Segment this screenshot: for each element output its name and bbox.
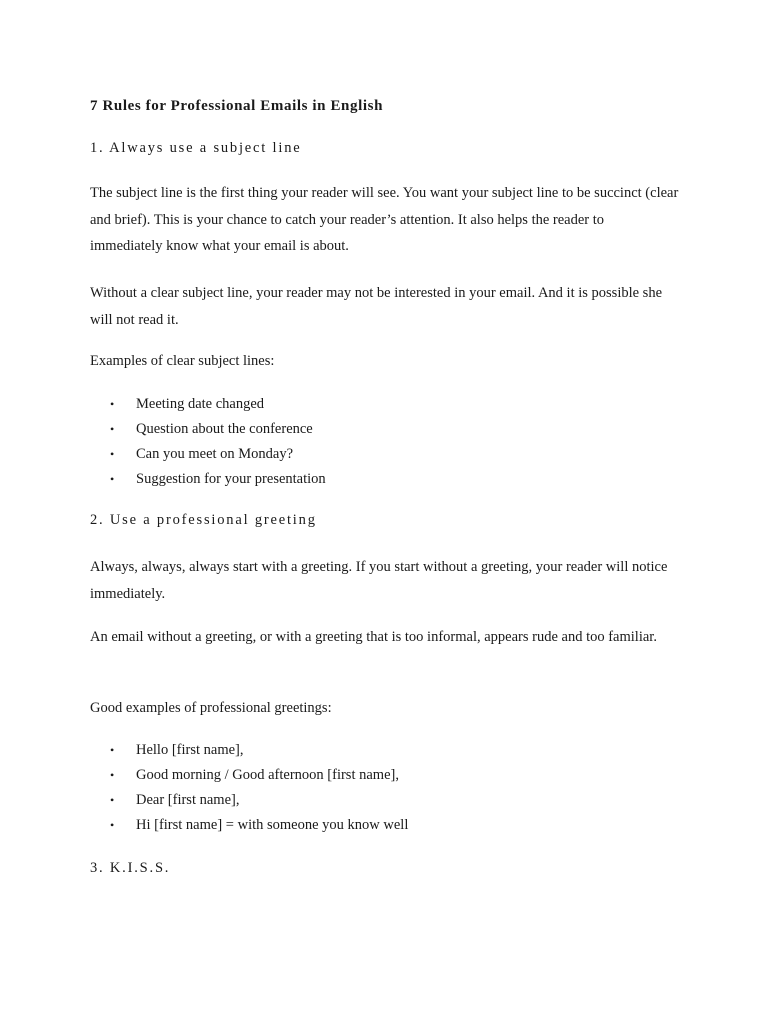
paragraph: An email without a greeting, or with a greeting that is too informal, appears rude and too familiar.: [90, 629, 657, 645]
list-item-text: Hi [first name] = with someone you know well: [136, 817, 409, 833]
paragraph: Without a clear subject line, your reader may not be interested in your email. And it is possible she will not read it.: [90, 285, 663, 328]
list-item: [110, 467, 670, 492]
bullet-icon: •: [110, 397, 115, 411]
subject-line-examples-list: [110, 392, 670, 492]
document-title: 7 Rules for Professional Emails in English: [90, 98, 384, 114]
bullet-icon: •: [110, 743, 115, 757]
section-heading-2: 2. Use a professional greeting: [90, 512, 317, 528]
bullet-icon: •: [110, 768, 115, 782]
bullet-icon: •: [110, 472, 115, 486]
list-item-text: Can you meet on Monday?: [136, 446, 294, 462]
list-item: [110, 417, 670, 442]
list-item: [110, 813, 670, 838]
list-item: [110, 442, 670, 467]
list-item-text: Question about the conference: [136, 421, 313, 437]
examples-intro: Examples of clear subject lines:: [90, 353, 275, 369]
list-item: [110, 763, 670, 788]
list-item-text: Hello [first name],: [136, 742, 244, 758]
list-item: [110, 788, 670, 813]
list-item: [110, 392, 670, 417]
list-item-text: Suggestion for your presentation: [136, 471, 326, 487]
paragraph: The subject line is the first thing your reader will see. You want your subject line to be succinct (clear and brief). This is your chance to catch your reader’s attention. It also helps the reader to immediately know what your email is about.: [90, 185, 679, 254]
bullet-icon: •: [110, 818, 115, 832]
section-heading-3: 3. K.I.S.S.: [90, 860, 171, 876]
list-item: [110, 738, 670, 763]
bullet-icon: •: [110, 447, 115, 461]
examples-intro: Good examples of professional greetings:: [90, 700, 332, 716]
paragraph: Always, always, always start with a greeting. If you start without a greeting, your reader will notice immediately.: [90, 559, 668, 602]
list-item-text: Good morning / Good afternoon [first name],: [136, 767, 399, 783]
bullet-icon: •: [110, 422, 115, 436]
list-item-text: Dear [first name],: [136, 792, 240, 808]
section-heading-1: 1. Always use a subject line: [90, 140, 302, 156]
bullet-icon: •: [110, 793, 115, 807]
list-item-text: Meeting date changed: [136, 396, 265, 412]
greeting-examples-list: [110, 738, 670, 838]
